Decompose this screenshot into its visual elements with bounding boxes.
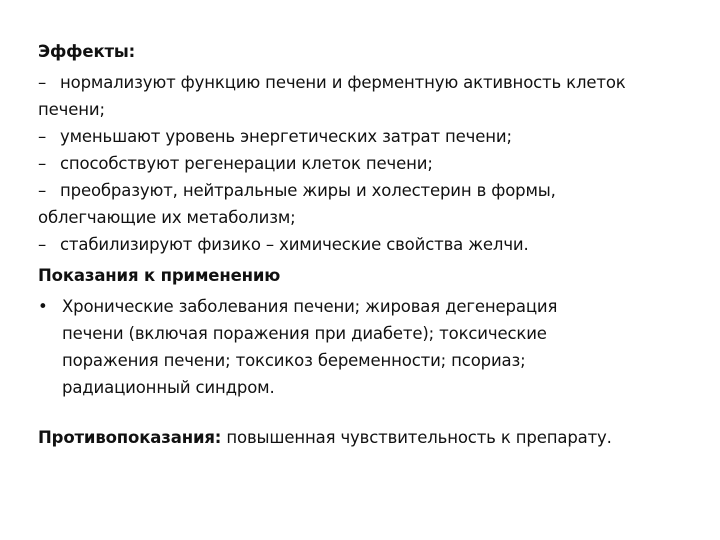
effect-item	[38, 69, 678, 123]
effects-title: Эффекты:	[38, 42, 136, 61]
spacer	[38, 401, 678, 424]
indications-title: Показания к применению	[38, 266, 281, 285]
effect-item	[38, 150, 678, 177]
indications-text: Хронические заболевания печени; жировая дегенерация печени (включая поражения при диабете); токсические поражения печени; токсикоз беременности; псориаз; радиационный синдром.	[62, 297, 558, 397]
dash-marker: –	[38, 235, 47, 254]
effect-item-text: способствуют регенерации клеток печени;	[60, 154, 433, 173]
dash-marker: –	[38, 181, 47, 200]
effect-item-text: уменьшают уровень энергетических затрат печени;	[60, 127, 512, 146]
effect-item	[38, 177, 678, 231]
effect-item	[38, 123, 678, 150]
bullet-icon: •	[38, 297, 48, 316]
effect-item	[38, 231, 678, 258]
contraindications-label: Противопоказания:	[38, 428, 222, 447]
effect-item-text: нормализуют функцию печени и ферментную активность клеток печени;	[38, 73, 626, 119]
list-item	[38, 293, 622, 401]
dash-marker: –	[38, 127, 47, 146]
effect-item-text: стабилизируют физико – химические свойства желчи.	[60, 235, 529, 254]
indications-list	[38, 293, 678, 401]
contraindications-text: повышенная чувствительность к препарату.	[221, 428, 612, 447]
slide-content	[38, 38, 678, 451]
contraindications	[38, 424, 678, 451]
dash-marker: –	[38, 73, 47, 92]
dash-marker: –	[38, 154, 47, 173]
effect-item-text: преобразуют, нейтральные жиры и холестерин в формы, облегчающие их метаболизм;	[38, 181, 556, 227]
